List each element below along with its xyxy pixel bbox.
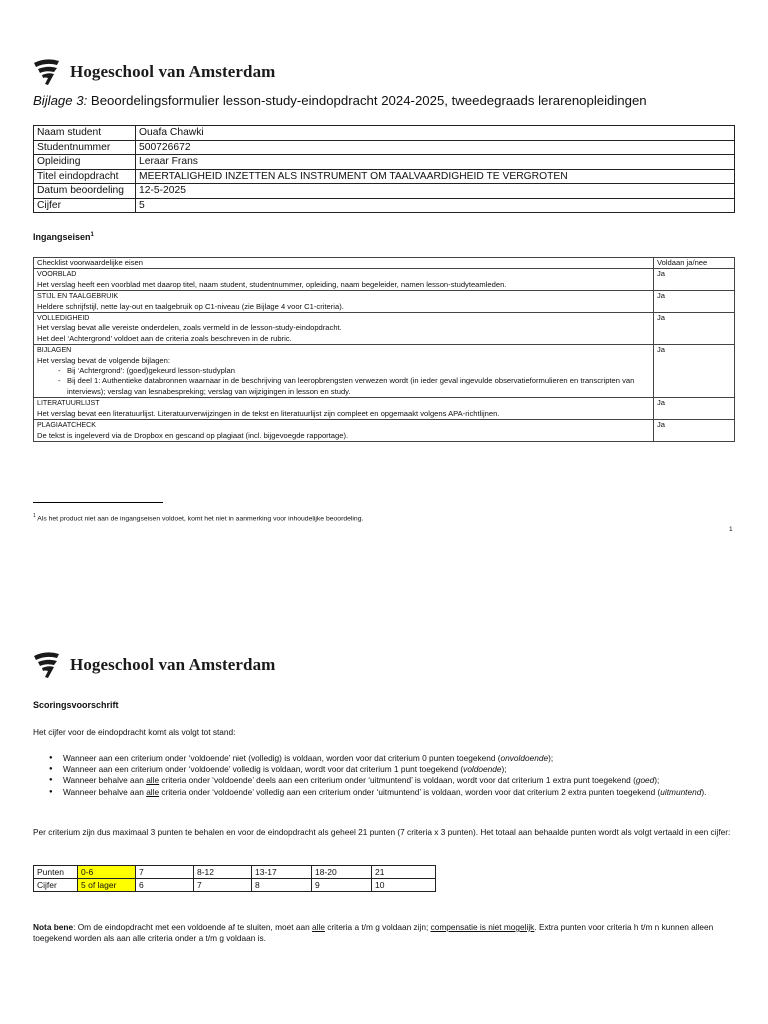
requirement-answer: Ja	[654, 420, 735, 442]
requirement-answer: Ja	[654, 398, 735, 420]
scoring-rules	[33, 753, 738, 798]
table-cell: 7	[136, 866, 194, 879]
table-cell: 6	[136, 879, 194, 892]
requirement-caption: PLAGIAATCHECK	[37, 421, 96, 430]
table-row	[34, 879, 436, 892]
table-cell: 13-17	[252, 866, 312, 879]
row-label: Cijfer	[34, 879, 78, 892]
score-conversion-table	[33, 865, 436, 892]
info-value: Leraar Frans	[136, 155, 735, 170]
nota-bene: Nota bene: Om de eindopdracht met een voldoende af te sluiten, moet aan alle criteria a t/m g voldaan zijn; compensatie is niet mogelijk. Extra punten voor criteria h t/m n kunnen alleen toegekend worden als aan alle criteria onder a t/m g voldaan is.	[33, 922, 714, 944]
table-row	[34, 140, 735, 155]
hva-logo	[32, 650, 275, 680]
table-row	[34, 269, 735, 291]
info-label: Cijfer	[34, 198, 136, 213]
list-item: - Bij ‘Achtergrond’: (goed)gekeurd lesson-studyplan	[67, 366, 650, 376]
row-label: Punten	[34, 866, 78, 879]
table-header-row	[34, 258, 735, 269]
requirement-caption: BIJLAGEN	[37, 346, 72, 355]
title-appendix: Bijlage 3:	[33, 93, 88, 108]
table-cell: 18-20	[312, 866, 372, 879]
requirement-bullets	[37, 366, 650, 397]
list-item: ● Wanneer behalve aan alle criteria onder ‘voldoende’ volledig aan een criterium onder ‘uitmuntend’ is voldaan, worden voor dat criterium 2 extra punten toegekend (uitmuntend).	[33, 787, 738, 798]
list-item: ● Wanneer aan een criterium onder ‘voldoende’ niet (volledig) is voldaan, worden voor dat criterium 0 punten toegekend (onvoldoende);	[33, 753, 738, 764]
info-label: Opleiding	[34, 155, 136, 170]
page-number: 1	[729, 526, 733, 533]
footnote-text: Als het product niet aan de ingangseisen voldoet, komt het niet in aanmerking voor inhoudelijke beoordeling.	[35, 515, 364, 523]
table-row	[34, 291, 735, 313]
requirement-text: Het deel ‘Achtergrond’ voldoet aan de criteria zoals beschreven in de rubric.	[37, 333, 292, 343]
info-label: Naam student	[34, 126, 136, 141]
table-row	[34, 420, 735, 442]
table-row	[34, 313, 735, 345]
list-item: ● Wanneer behalve aan alle criteria onder ‘voldoende’ deels aan een criterium onder ‘uitmuntend’ is voldaan, wordt voor dat criterium 1 extra punt toegekend (goed);	[33, 775, 738, 786]
requirement-text: Het verslag bevat de volgende bijlagen:	[37, 355, 170, 365]
table-cell: 5 of lager	[78, 879, 136, 892]
brand-name: Hogeschool van Amsterdam	[70, 62, 276, 81]
requirement-caption: LITERATUURLIJST	[37, 399, 100, 408]
footnote-mark: 1	[33, 513, 36, 519]
info-value: Ouafa Chawki	[136, 126, 735, 141]
scoring-heading: Scoringsvoorschrift	[33, 700, 119, 710]
requirement-caption: VOORBLAD	[37, 270, 77, 279]
info-label: Titel eindopdracht	[34, 169, 136, 184]
info-value: MEERTALIGHEID INZETTEN ALS INSTRUMENT OM TAALVAARDIGHEID TE VERGROTEN	[136, 169, 735, 184]
student-info-table	[33, 125, 735, 213]
table-cell: 7	[194, 879, 252, 892]
list-item: - Bij deel 1: Authentieke databronnen waarnaar in de beschrijving van leeropbrengsten verwezen wordt (in ieder geval ingevulde observatieformulieren en transcripten van interviews); verslag van lesnabespreking; verslag van wijzigingen in lesson en study.	[67, 376, 650, 397]
footnote	[33, 513, 363, 522]
requirement-text: Heldere schrijfstijl, nette lay-out en taalgebruik op C1-niveau (zie Bijlage 4 voor C1-criteria).	[37, 301, 344, 311]
table-row	[34, 398, 735, 420]
table-cell: 8	[252, 879, 312, 892]
footnote-separator	[33, 502, 163, 503]
entry-requirements-heading: Ingangseisen$^1$	[33, 232, 94, 242]
requirement-answer: Ja	[654, 345, 735, 398]
table-row	[34, 184, 735, 199]
info-label: Studentnummer	[34, 140, 136, 155]
table-cell: 0-6	[78, 866, 136, 879]
scoring-intro: Het cijfer voor de eindopdracht komt als volgt tot stand:	[33, 727, 236, 737]
footnote-ref: 1	[90, 232, 94, 238]
list-item: ● Wanneer aan een criterium onder ‘voldoende’ volledig is voldaan, wordt voor dat criterium 1 punt toegekend (voldoende);	[33, 764, 738, 775]
entry-requirements-table	[33, 257, 735, 442]
table-cell: 8-12	[194, 866, 252, 879]
requirement-answer: Ja	[654, 269, 735, 291]
table-row	[34, 198, 735, 213]
hva-logo	[32, 57, 275, 87]
requirement-text: Het verslag bevat een literatuurlijst. Literatuurverwijzingen in de tekst en literatuurlijst zijn compleet en opgemaakt volgens APA-richtlijnen.	[37, 408, 500, 418]
page-title	[33, 93, 647, 108]
info-value: 12-5-2025	[136, 184, 735, 199]
title-text: Beoordelingsformulier lesson-study-eindopdracht 2024-2025, tweedegraads lerarenopleidingen	[87, 93, 647, 108]
table-row	[34, 169, 735, 184]
requirement-answer: Ja	[654, 313, 735, 345]
info-value: 5	[136, 198, 735, 213]
requirement-text: Het verslag heeft een voorblad met daarop titel, naam student, studentnummer, opleiding, naam begeleider, namen lesson-studyteamleden.	[37, 279, 507, 289]
table-cell: 9	[312, 879, 372, 892]
table-row	[34, 345, 735, 398]
table-row	[34, 866, 436, 879]
info-label: Datum beoordeling	[34, 184, 136, 199]
requirement-caption: VOLLEDIGHEID	[37, 314, 90, 323]
info-value: 500726672	[136, 140, 735, 155]
requirement-text: Het verslag bevat alle vereiste onderdelen, zoals vermeld in de lesson-study-eindopdracht.	[37, 323, 342, 333]
table-cell: 10	[372, 879, 436, 892]
brand-name: Hogeschool van Amsterdam	[70, 655, 276, 674]
table-row	[34, 155, 735, 170]
table-cell: 21	[372, 866, 436, 879]
hva-logo-icon	[32, 650, 62, 680]
scoring-paragraph: Per criterium zijn dus maximaal 3 punten te behalen en voor de eindopdracht als geheel 21 punten (7 criteria x 3 punten). Het totaal aan behaalde punten wordt als volgt vertaald in een cijfer:	[33, 827, 731, 837]
requirement-text: De tekst is ingeleverd via de Dropbox en gescand op plagiaat (incl. bijgevoegde rapportage).	[37, 430, 349, 440]
requirement-answer: Ja	[654, 291, 735, 313]
col-header-pass: Voldaan ja/nee	[654, 258, 735, 269]
col-header-checklist: Checklist voorwaardelijke eisen	[34, 258, 654, 269]
hva-logo-icon	[32, 57, 62, 87]
table-row	[34, 126, 735, 141]
requirement-caption: STIJL EN TAALGEBRUIK	[37, 292, 119, 301]
